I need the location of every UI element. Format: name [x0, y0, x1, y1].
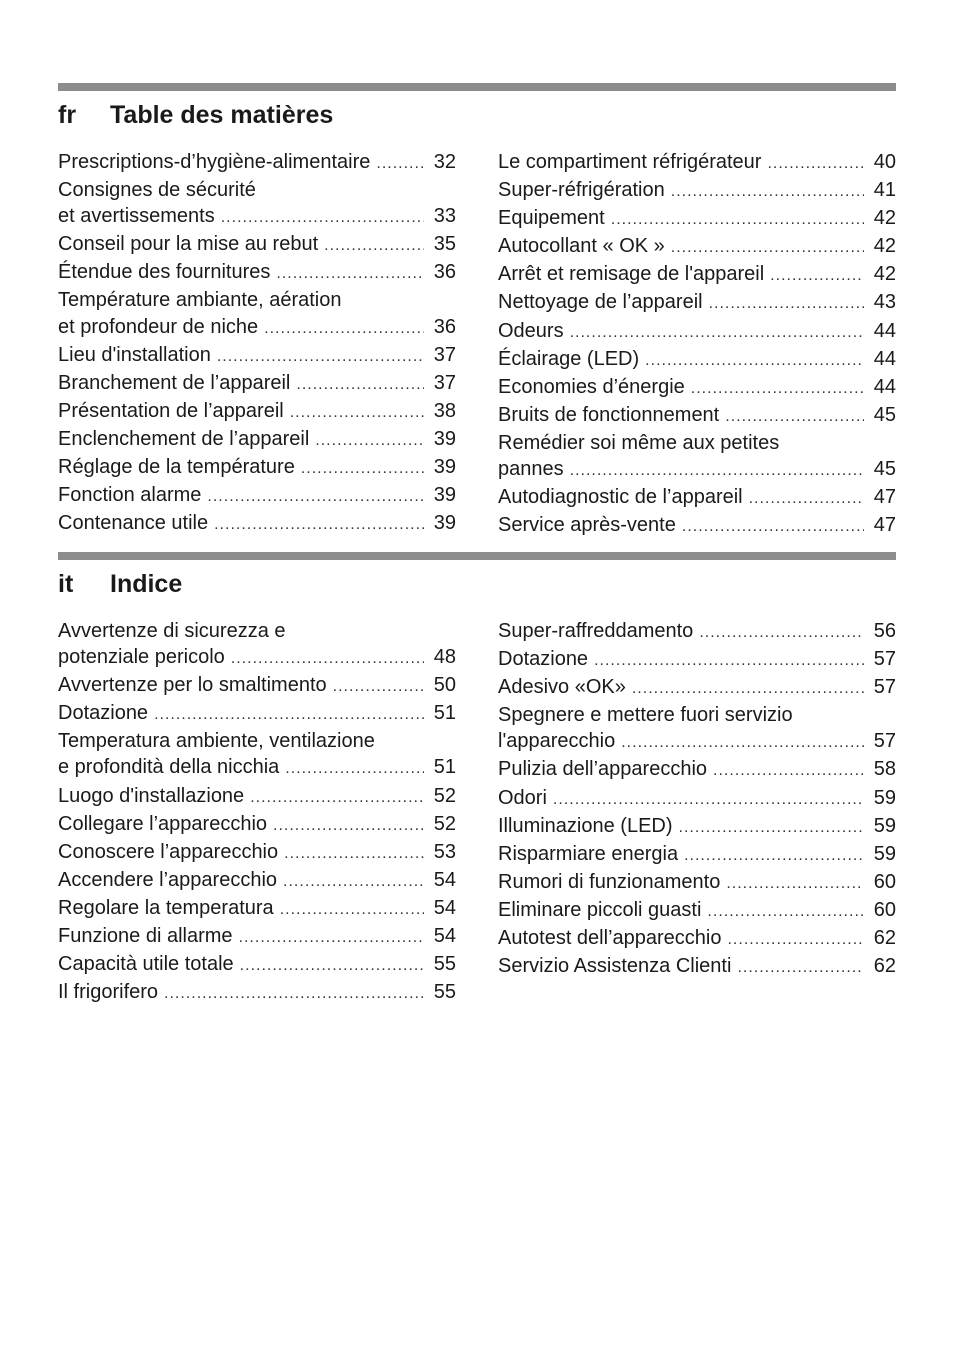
toc-entry[interactable] [58, 259, 456, 287]
toc-entry[interactable] [58, 672, 456, 700]
toc-entry-label: Spegnere e mettere fuori servizio [498, 704, 793, 727]
toc-column-left [58, 149, 456, 540]
toc-entry-label: Super-réfrigération [498, 179, 665, 202]
dot-leader [727, 927, 864, 953]
toc-entry[interactable] [498, 484, 896, 512]
toc-entry[interactable] [498, 618, 896, 646]
toc-entry-label: Arrêt et remisage de l'appareil [498, 263, 765, 286]
toc-page-number: 32 [433, 151, 456, 173]
toc-entry[interactable] [58, 149, 456, 177]
toc-page-number: 39 [433, 456, 456, 479]
toc-page-number: 42 [873, 235, 896, 258]
toc-entry[interactable] [498, 261, 896, 289]
toc-entry-label: et profondeur de niche [58, 315, 259, 338]
toc-page-number: 58 [873, 758, 896, 781]
toc-entry-label: et avertissements [58, 205, 215, 228]
toc-entry-label: pannes [498, 458, 564, 481]
dot-leader [726, 871, 864, 897]
section-heading [58, 570, 896, 610]
dot-leader [239, 925, 424, 951]
toc-entry[interactable] [498, 646, 896, 674]
toc-entry[interactable] [58, 728, 456, 782]
toc-entry-label: l'apparecchio [498, 730, 616, 753]
toc-page-number: 55 [433, 953, 456, 976]
toc-page-number: 56 [873, 620, 896, 642]
toc-page-number: 44 [873, 375, 896, 398]
toc-entry-label: Economies d’énergie [498, 375, 685, 398]
dot-leader [324, 233, 424, 259]
toc-section-it [58, 552, 896, 1007]
toc-entry[interactable] [498, 233, 896, 261]
toc-entry[interactable] [498, 925, 896, 953]
toc-entry-label: Fonction alarme [58, 484, 202, 507]
toc-entry-label: Présentation de l’appareil [58, 399, 284, 422]
dot-leader [770, 263, 864, 289]
toc-entry-label: Service après-vente [498, 514, 676, 537]
toc-page-number: 43 [873, 291, 896, 314]
toc-entry-label: Temperatura ambiente, ventilazione [58, 730, 375, 753]
toc-entry[interactable] [58, 783, 456, 811]
dot-leader [290, 400, 424, 426]
toc-entry-label: Température ambiante, aération [58, 289, 342, 312]
toc-page-number: 37 [433, 343, 456, 366]
toc-entry-label: Dotazione [498, 648, 589, 671]
toc-page-number: 60 [873, 898, 896, 921]
toc-page-number: 45 [873, 458, 896, 481]
toc-page-number: 38 [433, 399, 456, 422]
dot-leader [570, 320, 864, 346]
toc-entry-label: Enclenchement de l’appareil [58, 427, 310, 450]
toc-page-number: 59 [873, 814, 896, 837]
toc-page-number: 36 [433, 261, 456, 284]
toc-entry-label: Contenance utile [58, 512, 209, 535]
toc-section-fr [58, 83, 896, 540]
dot-leader [214, 512, 424, 538]
toc-entry[interactable] [498, 702, 896, 756]
toc-page-number: 41 [873, 179, 896, 202]
toc-entry-label: Risparmiare energia [498, 842, 679, 865]
toc-entry-label: Étendue des fournitures [58, 261, 271, 284]
toc-page-number: 44 [873, 319, 896, 342]
toc-page-number: 57 [873, 676, 896, 699]
toc-entry[interactable] [58, 510, 456, 538]
toc-page-number: 47 [873, 486, 896, 509]
dot-leader [285, 756, 424, 782]
dot-leader [283, 869, 424, 895]
section-title: Table des matières [110, 101, 334, 129]
toc-page-number: 48 [433, 646, 456, 669]
toc-entry[interactable] [58, 811, 456, 839]
dot-leader [671, 179, 864, 205]
toc-entry[interactable] [58, 482, 456, 510]
dot-leader [713, 758, 864, 784]
dot-leader [679, 815, 864, 841]
toc-entry[interactable] [58, 951, 456, 979]
dot-leader [611, 207, 864, 233]
toc-entry-label: Avvertenze per lo smaltimento [58, 674, 327, 697]
toc-entry[interactable] [58, 867, 456, 895]
toc-page-number: 39 [433, 427, 456, 450]
toc-page-number: 42 [873, 263, 896, 286]
toc-entry[interactable] [58, 700, 456, 728]
dot-leader [737, 955, 864, 981]
toc-entry-label: Conseil pour la mise au rebut [58, 233, 319, 256]
toc-page-number: 45 [873, 403, 896, 426]
toc-entry-label: Réglage de la température [58, 456, 295, 479]
dot-leader [284, 841, 424, 867]
toc-entry-label: Odeurs [498, 319, 564, 342]
dot-leader [231, 646, 424, 672]
toc-entry[interactable] [498, 756, 896, 784]
toc-entry[interactable] [498, 430, 896, 484]
toc-page-number: 57 [873, 648, 896, 671]
dot-leader [276, 261, 424, 287]
toc-entry[interactable] [498, 149, 896, 177]
toc-page-number: 37 [433, 371, 456, 394]
toc-entry-label: Autodiagnostic de l’appareil [498, 486, 743, 509]
toc-entry-label: Le compartiment réfrigérateur [498, 151, 762, 173]
toc-entry-label: Equipement [498, 207, 605, 230]
toc-page-number: 51 [433, 756, 456, 779]
dot-leader [749, 486, 864, 512]
toc-page-number: 54 [433, 925, 456, 948]
toc-entry-label: e profondità della nicchia [58, 756, 280, 779]
dot-leader [594, 648, 864, 674]
dot-leader [621, 730, 864, 756]
toc-entry-label: Remédier soi même aux petites [498, 431, 780, 454]
toc-page-number: 54 [433, 896, 456, 919]
toc-entry-label: Lieu d'installation [58, 343, 211, 366]
toc-page-number: 44 [873, 347, 896, 370]
toc-page-number: 47 [873, 514, 896, 537]
dot-leader [699, 620, 864, 646]
toc-column-right [498, 618, 896, 1007]
dot-leader [296, 372, 424, 398]
dot-leader [154, 702, 424, 728]
toc-entry[interactable] [58, 895, 456, 923]
dot-leader [645, 348, 864, 374]
toc-entry[interactable] [498, 869, 896, 897]
toc-entry[interactable] [58, 370, 456, 398]
toc-entry-label: Illuminazione (LED) [498, 814, 673, 837]
dot-leader [217, 344, 424, 370]
section-rule [58, 83, 896, 91]
toc-entry[interactable] [58, 923, 456, 951]
toc-entry-label: Éclairage (LED) [498, 347, 640, 370]
toc-entry[interactable] [498, 953, 896, 981]
toc-page-number: 33 [433, 205, 456, 228]
toc-entry[interactable] [498, 785, 896, 813]
toc-entry-label: Prescriptions-d’hygiène-alimentaire [58, 151, 371, 173]
toc-entry-label: Odori [498, 786, 547, 809]
toc-entry-label: Dotazione [58, 702, 149, 725]
toc-column-right [498, 149, 896, 540]
dot-leader [632, 676, 864, 702]
toc-column-left [58, 618, 456, 1007]
language-code: it [58, 570, 74, 598]
toc-entry-label: Bruits de fonctionnement [498, 403, 720, 426]
toc-entry[interactable] [498, 289, 896, 317]
dot-leader [315, 428, 424, 454]
dot-leader [682, 514, 864, 540]
toc-entry-label: Nettoyage de l’appareil [498, 291, 703, 314]
toc-page-number: 39 [433, 512, 456, 535]
dot-leader [671, 235, 864, 261]
toc-page-number: 62 [873, 955, 896, 978]
toc-entry[interactable] [498, 897, 896, 925]
dot-leader [301, 456, 424, 482]
toc-page-number: 36 [433, 315, 456, 338]
toc-entry[interactable] [498, 402, 896, 430]
dot-leader [725, 404, 864, 430]
toc-entry[interactable] [58, 426, 456, 454]
toc-entry-label: Luogo d'installazione [58, 784, 245, 807]
toc-page-number: 59 [873, 786, 896, 809]
toc-page-number: 55 [433, 981, 456, 1004]
toc-page-number: 60 [873, 870, 896, 893]
toc-entry[interactable] [58, 177, 456, 231]
dot-leader [570, 458, 864, 484]
dot-leader [250, 785, 424, 811]
dot-leader [207, 484, 424, 510]
dot-leader [767, 151, 864, 177]
toc-entry-label: Avvertenze di sicurezza e [58, 620, 286, 642]
dot-leader [709, 291, 864, 317]
dot-leader [273, 813, 424, 839]
toc-entry[interactable] [498, 374, 896, 402]
toc-entry[interactable] [58, 231, 456, 259]
toc-page-number: 52 [433, 784, 456, 807]
toc-entry-label: Accendere l’apparecchio [58, 868, 278, 891]
dot-leader [164, 981, 424, 1007]
toc-entry-label: Rumori di funzionamento [498, 870, 721, 893]
toc-entry[interactable] [498, 205, 896, 233]
dot-leader [333, 674, 424, 700]
toc-entry[interactable] [58, 287, 456, 341]
toc-page-number: 42 [873, 207, 896, 230]
toc-entry-label: Collegare l’apparecchio [58, 812, 268, 835]
toc-entry-label: Capacità utile totale [58, 953, 234, 976]
toc-entry-label: Servizio Assistenza Clienti [498, 955, 732, 978]
toc-entry[interactable] [58, 979, 456, 1007]
toc-entry[interactable] [58, 839, 456, 867]
toc-entry[interactable] [498, 841, 896, 869]
toc-entry[interactable] [498, 346, 896, 374]
dot-leader [684, 843, 864, 869]
toc-page-number: 57 [873, 730, 896, 753]
toc-entry-label: Eliminare piccoli guasti [498, 898, 702, 921]
toc-entry[interactable] [498, 674, 896, 702]
dot-leader [280, 897, 424, 923]
section-heading [58, 101, 896, 141]
toc-page-number: 59 [873, 842, 896, 865]
dot-leader [376, 151, 424, 177]
dot-leader [221, 205, 424, 231]
toc-entry-label: Conoscere l’apparecchio [58, 840, 279, 863]
toc-page-number: 35 [433, 233, 456, 256]
toc-page-number: 39 [433, 484, 456, 507]
toc-page-number: 50 [433, 674, 456, 697]
toc-page-number: 53 [433, 840, 456, 863]
dot-leader [691, 376, 864, 402]
toc-entry-label: potenziale pericolo [58, 646, 225, 669]
toc-entry-label: Autocollant « OK » [498, 235, 665, 258]
toc-entry[interactable] [498, 512, 896, 540]
toc-entry[interactable] [58, 454, 456, 482]
toc-entry-label: Pulizia dell’apparecchio [498, 758, 708, 781]
dot-leader [240, 953, 424, 979]
toc-entry-label: Autotest dell’apparecchio [498, 927, 722, 950]
toc-entry-label: Consignes de sécurité [58, 179, 256, 202]
toc-entry[interactable] [58, 342, 456, 370]
language-code: fr [58, 101, 77, 129]
toc-page-number: 51 [433, 702, 456, 725]
toc-entry-label: Branchement de l’appareil [58, 371, 291, 394]
toc-entry[interactable] [498, 177, 896, 205]
toc-entry-label: Adesivo «OK» [498, 676, 626, 699]
toc-entry-label: Funzione di allarme [58, 925, 233, 948]
section-rule [58, 552, 896, 560]
toc-page-number: 62 [873, 927, 896, 950]
toc-entry-label: Il frigorifero [58, 981, 159, 1004]
dot-leader [553, 787, 864, 813]
dot-leader [264, 316, 424, 342]
section-title: Indice [110, 570, 183, 598]
toc-page-number: 40 [873, 151, 896, 173]
toc-entry-label: Super-raffreddamento [498, 620, 694, 642]
dot-leader [707, 899, 864, 925]
toc-entry[interactable] [498, 813, 896, 841]
toc-entry-label: Regolare la temperatura [58, 896, 274, 919]
toc-entry[interactable] [498, 318, 896, 346]
toc-page-number: 54 [433, 868, 456, 891]
toc-entry[interactable] [58, 618, 456, 672]
toc-entry[interactable] [58, 398, 456, 426]
toc-page-number: 52 [433, 812, 456, 835]
